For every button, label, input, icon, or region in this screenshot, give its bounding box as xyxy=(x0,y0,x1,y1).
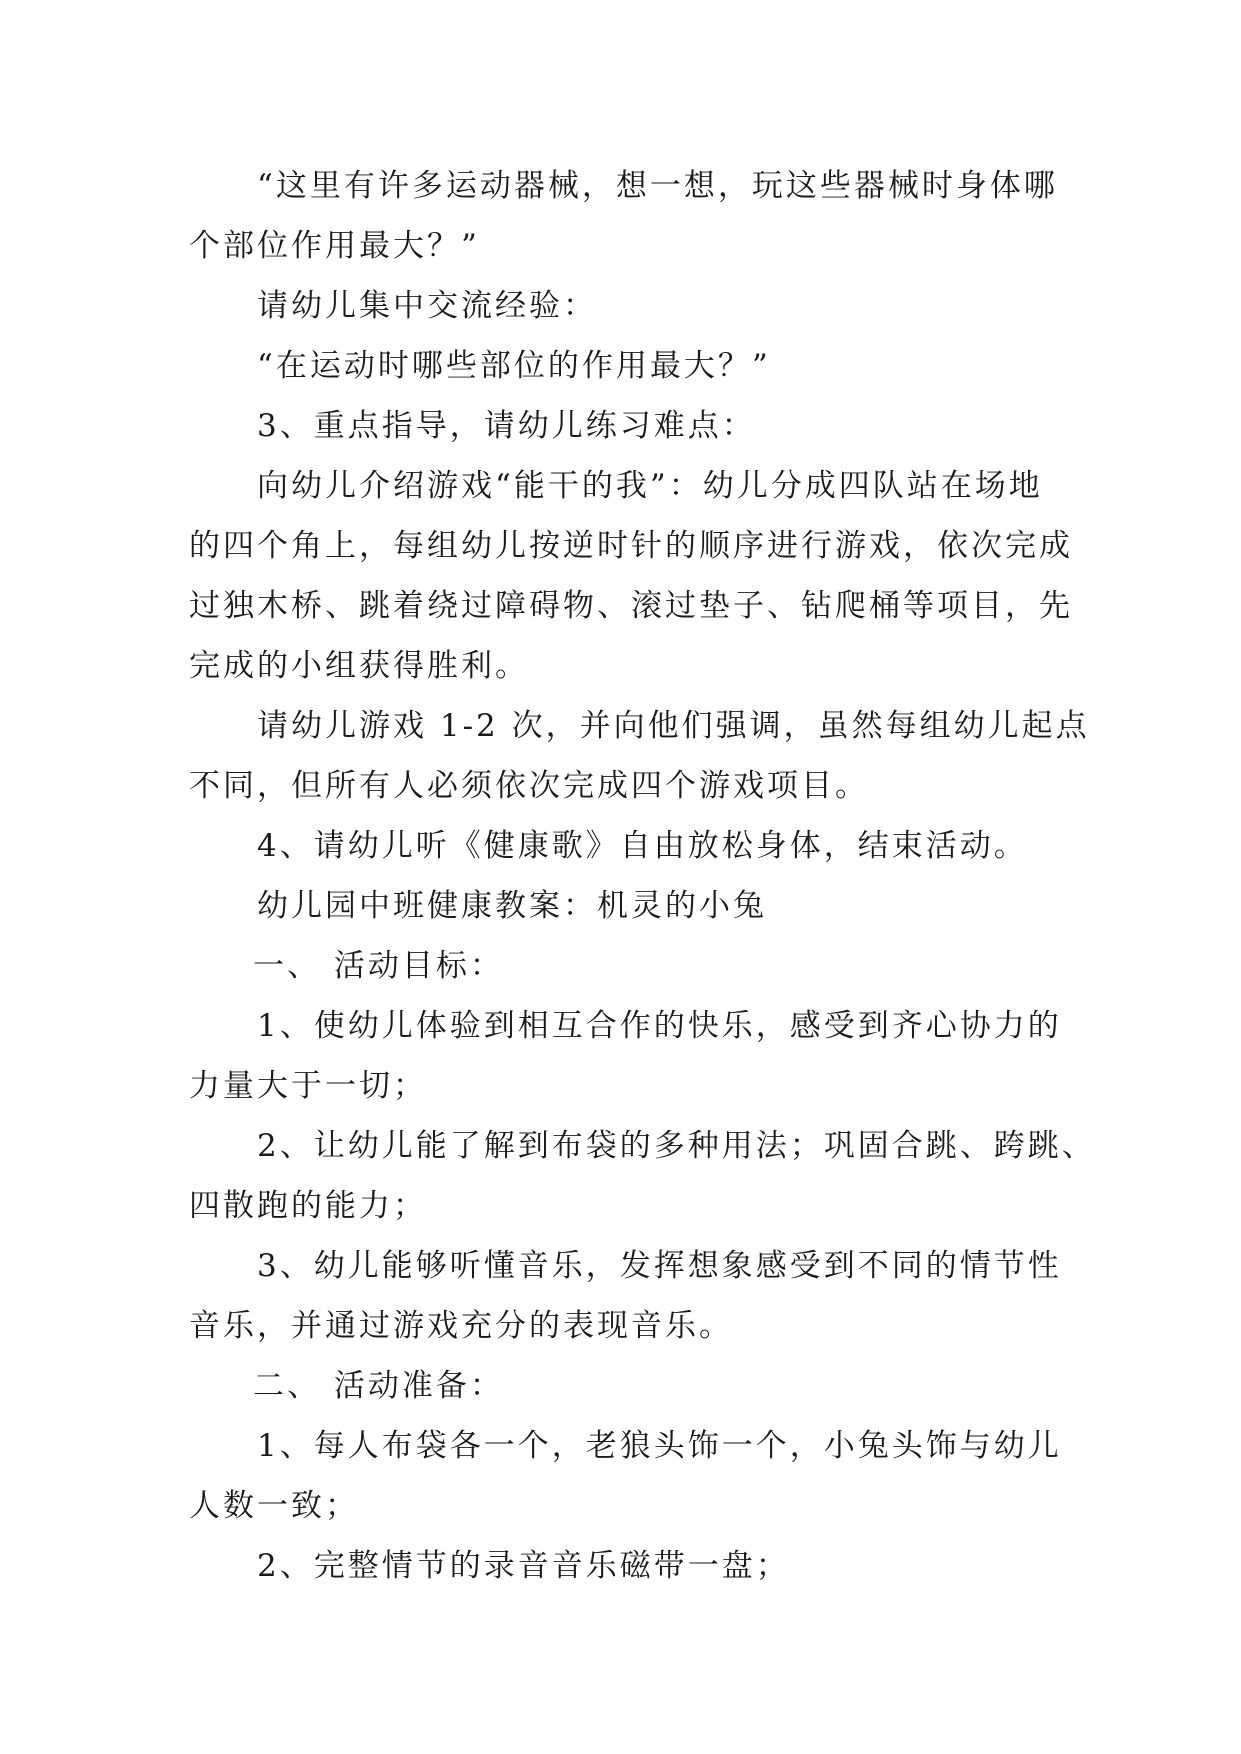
text-line: 音乐，并通过游戏充分的表现音乐。 xyxy=(189,1308,733,1344)
section-title: 幼儿园中班健康教案：机灵的小兔 xyxy=(257,888,767,924)
text-line: 4、请幼儿听《健康歌》自由放松身体，结束活动。 xyxy=(257,828,1028,864)
text-line: 个部位作用最大？” xyxy=(189,228,480,264)
text-line: 1、使幼儿体验到相互合作的快乐，感受到齐心协力的 xyxy=(257,1008,1062,1044)
text-line: 人数一致； xyxy=(189,1488,359,1524)
text-line: “在运动时哪些部位的作用最大？” xyxy=(257,348,771,384)
text-line: 向幼儿介绍游戏“能干的我”：幼儿分成四队站在场地 xyxy=(257,468,1043,504)
text-line: 3、重点指导，请幼儿练习难点： xyxy=(257,408,756,444)
section-heading: 二、 活动准备： xyxy=(253,1368,504,1404)
text-line: 过独木桥、跳着绕过障碍物、滚过垫子、钻爬桶等项目，先 xyxy=(189,588,1073,624)
text-line: 1、每人布袋各一个，老狼头饰一个，小兔头饰与幼儿 xyxy=(257,1428,1062,1464)
text-line: 不同，但所有人必须依次完成四个游戏项目。 xyxy=(189,768,869,804)
text-line: 3、幼儿能够听懂音乐，发挥想象感受到不同的情节性 xyxy=(257,1248,1062,1284)
text-line: 请幼儿集中交流经验： xyxy=(257,288,597,324)
text-line: 四散跑的能力； xyxy=(189,1188,427,1224)
text-line: 的四个角上，每组幼儿按逆时针的顺序进行游戏，依次完成 xyxy=(189,528,1073,564)
text-line: 2、让幼儿能了解到布袋的多种用法；巩固合跳、跨跳、 xyxy=(257,1128,1096,1164)
section-heading: 一、 活动目标： xyxy=(253,948,504,984)
text-line: 2、完整情节的录音音乐磁带一盘； xyxy=(257,1548,790,1584)
text-line: 请幼儿游戏 1-2 次，并向他们强调，虽然每组幼儿起点 xyxy=(257,708,1090,744)
text-line: 完成的小组获得胜利。 xyxy=(189,648,529,684)
text-line: “这里有许多运动器械，想一想，玩这些器械时身体哪 xyxy=(257,168,1058,204)
text-line: 力量大于一切； xyxy=(189,1068,427,1104)
